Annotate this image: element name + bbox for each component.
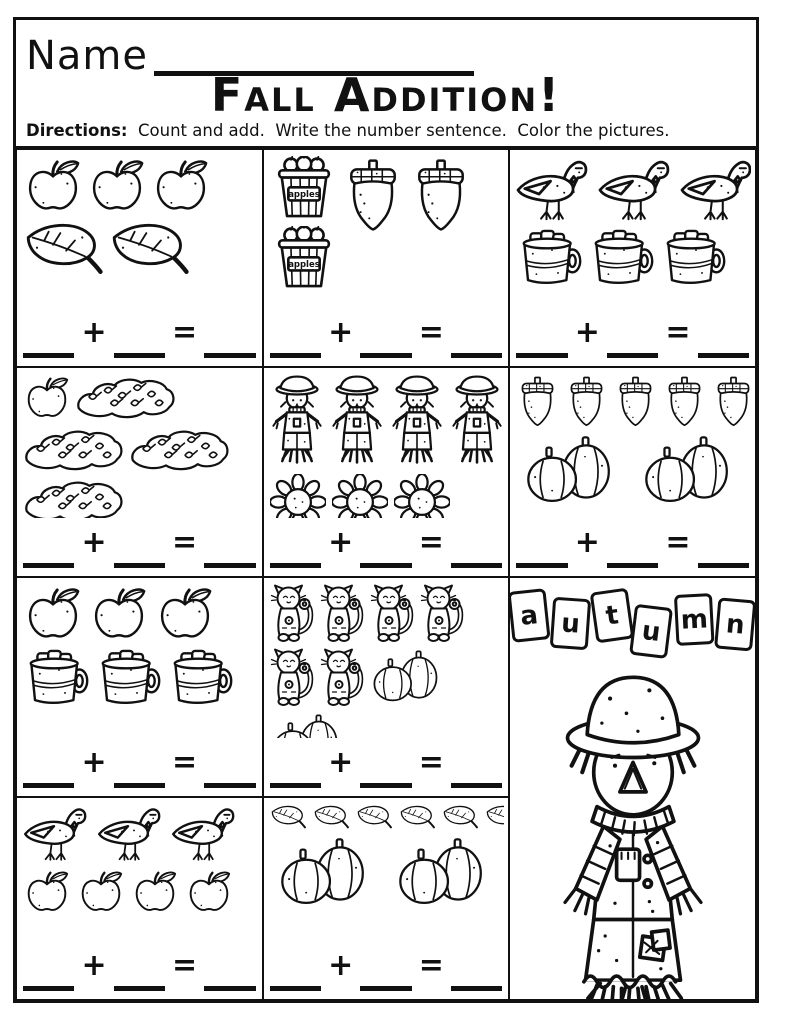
pumpkin-group bbox=[270, 836, 486, 904]
number-sentence bbox=[270, 522, 503, 568]
turkey-group bbox=[23, 804, 239, 864]
apple-icon bbox=[89, 584, 149, 644]
cat-icon bbox=[320, 648, 366, 708]
answer-blank-addend1[interactable] bbox=[23, 773, 74, 788]
number-sentence bbox=[270, 742, 503, 788]
answer-blank-addend2[interactable] bbox=[360, 976, 411, 991]
equals-sign: = bbox=[172, 525, 198, 560]
apple-group bbox=[23, 584, 215, 644]
cell-art bbox=[268, 802, 505, 941]
answer-blank-addend2[interactable] bbox=[114, 553, 165, 568]
leaf-icon bbox=[399, 804, 436, 832]
leaf-icon bbox=[270, 804, 307, 832]
number-sentence bbox=[23, 742, 256, 788]
answer-blank-addend2[interactable] bbox=[114, 976, 165, 991]
answer-blank-addend1[interactable] bbox=[270, 976, 321, 991]
plus-sign: + bbox=[328, 315, 354, 350]
answer-blank-addend1[interactable] bbox=[270, 773, 321, 788]
cell-art bbox=[514, 372, 751, 518]
plus-sign: + bbox=[81, 745, 107, 780]
letter-block-n: n bbox=[714, 597, 756, 651]
number-sentence bbox=[23, 945, 256, 991]
acorn-icon bbox=[342, 156, 404, 236]
pumpkin-icon bbox=[276, 836, 368, 904]
answer-blank-sum[interactable] bbox=[451, 343, 502, 358]
cocoa-mug-group bbox=[23, 648, 233, 706]
letter-block-u: u bbox=[549, 597, 591, 651]
leaf-pile-icon bbox=[23, 426, 125, 473]
scarecrow-icon bbox=[270, 374, 324, 470]
scarecrow-icon bbox=[330, 374, 384, 470]
cell-art bbox=[268, 154, 505, 308]
plus-sign: + bbox=[81, 315, 107, 350]
cocoa-mug-icon bbox=[167, 648, 233, 706]
equals-sign: = bbox=[418, 745, 444, 780]
cell-art bbox=[268, 582, 505, 738]
problem-cell-r1c3 bbox=[509, 149, 756, 367]
answer-blank-sum[interactable] bbox=[698, 553, 749, 568]
cat-icon bbox=[320, 584, 366, 644]
apple-icon bbox=[131, 868, 179, 916]
directions bbox=[26, 121, 746, 140]
leaf-icon bbox=[109, 220, 191, 282]
turkey-icon bbox=[171, 804, 239, 864]
cell-art bbox=[21, 582, 258, 738]
answer-blank-addend2[interactable] bbox=[360, 773, 411, 788]
problem-cell-r3c1 bbox=[16, 577, 263, 797]
equals-sign: = bbox=[418, 948, 444, 983]
turkey-icon bbox=[598, 156, 674, 224]
leaf-pile-icon bbox=[23, 477, 125, 518]
page-border bbox=[13, 17, 759, 1003]
leaf-icon bbox=[485, 804, 505, 832]
turkey-icon bbox=[97, 804, 165, 864]
scarecrow-icon bbox=[450, 374, 504, 470]
pumpkin-icon bbox=[640, 434, 732, 502]
problem-cell-r2c3 bbox=[509, 367, 756, 577]
answer-blank-addend2[interactable] bbox=[607, 343, 658, 358]
answer-blank-addend2[interactable] bbox=[607, 553, 658, 568]
answer-blank-sum[interactable] bbox=[451, 976, 502, 991]
pumpkin-icon bbox=[370, 648, 440, 702]
turkey-icon bbox=[516, 156, 592, 224]
apple-icon bbox=[185, 868, 233, 916]
directions-text: Count and add. Write the number sentence. Color the pictures. bbox=[127, 121, 670, 140]
apple-icon bbox=[23, 374, 71, 422]
scarecrow-image bbox=[540, 656, 726, 1000]
acorn-icon bbox=[614, 374, 657, 430]
cocoa-mug-group bbox=[516, 228, 726, 286]
apple-group bbox=[23, 868, 233, 916]
problem-cell-r2c1 bbox=[16, 367, 263, 577]
problem-cell-r3c2 bbox=[263, 577, 510, 797]
cell-art bbox=[21, 372, 258, 518]
pumpkin-icon bbox=[270, 712, 340, 738]
cocoa-mug-icon bbox=[588, 228, 654, 286]
apple-icon bbox=[155, 584, 215, 644]
answer-blank-addend1[interactable] bbox=[516, 343, 567, 358]
problems-grid bbox=[16, 146, 756, 1000]
acorn-icon bbox=[516, 374, 559, 430]
letter-block-t: t bbox=[590, 588, 635, 644]
apple-icon bbox=[151, 156, 211, 216]
autumn-word bbox=[510, 590, 755, 656]
apple-basket-icon bbox=[270, 156, 338, 220]
sunflower-icon bbox=[332, 474, 388, 518]
cat-icon bbox=[370, 584, 416, 644]
sunflower-icon bbox=[270, 474, 326, 518]
answer-blank-addend2[interactable] bbox=[360, 343, 411, 358]
autumn-art-cell bbox=[509, 577, 756, 1000]
cocoa-mug-icon bbox=[516, 228, 582, 286]
name-label: Name bbox=[26, 33, 149, 79]
letter-block-a: a bbox=[509, 588, 551, 643]
equals-sign: = bbox=[665, 315, 691, 350]
pumpkin-icon bbox=[394, 836, 486, 904]
acorn-group bbox=[516, 374, 751, 430]
sunflower-group bbox=[270, 474, 450, 518]
cat-icon bbox=[270, 648, 316, 708]
answer-blank-sum[interactable] bbox=[204, 773, 255, 788]
answer-blank-addend2[interactable] bbox=[114, 773, 165, 788]
leaf-pile-icon bbox=[129, 426, 231, 473]
acorn-group bbox=[342, 156, 472, 236]
apple-basket-group bbox=[270, 156, 338, 290]
plus-sign: + bbox=[81, 525, 107, 560]
equals-sign: = bbox=[172, 948, 198, 983]
apple-basket-icon bbox=[270, 226, 338, 290]
page-title: Fall Addition! bbox=[210, 68, 562, 122]
apple-icon bbox=[23, 584, 83, 644]
cell-art bbox=[21, 802, 258, 941]
number-sentence bbox=[516, 522, 749, 568]
number-sentence bbox=[23, 312, 256, 358]
answer-blank-sum[interactable] bbox=[451, 553, 502, 568]
number-sentence bbox=[23, 522, 256, 568]
scarecrow-group bbox=[270, 374, 504, 470]
cat-icon bbox=[420, 584, 466, 644]
leaf-icon bbox=[356, 804, 393, 832]
equals-sign: = bbox=[172, 745, 198, 780]
leaf-group bbox=[270, 804, 505, 832]
acorn-icon bbox=[663, 374, 706, 430]
pumpkin-icon bbox=[522, 434, 614, 502]
number-sentence bbox=[516, 312, 749, 358]
cell-art bbox=[21, 154, 258, 308]
scarecrow-icon bbox=[390, 374, 444, 470]
leaf-icon bbox=[313, 804, 350, 832]
apple-icon bbox=[77, 868, 125, 916]
cocoa-mug-icon bbox=[23, 648, 89, 706]
acorn-icon bbox=[410, 156, 472, 236]
answer-blank-addend1[interactable] bbox=[23, 553, 74, 568]
answer-blank-sum[interactable] bbox=[698, 343, 749, 358]
plus-sign: + bbox=[574, 525, 600, 560]
equals-sign: = bbox=[418, 525, 444, 560]
worksheet-header bbox=[16, 20, 756, 140]
directions-label: Directions: bbox=[26, 121, 128, 140]
plus-sign: + bbox=[328, 745, 354, 780]
equals-sign: = bbox=[172, 315, 198, 350]
plus-sign: + bbox=[81, 948, 107, 983]
sunflower-icon bbox=[394, 474, 450, 518]
problem-cell-r1c2 bbox=[263, 149, 510, 367]
answer-blank-addend1[interactable] bbox=[516, 553, 567, 568]
apple-icon bbox=[23, 868, 71, 916]
apple-icon bbox=[23, 156, 83, 216]
acorn-icon bbox=[565, 374, 608, 430]
answer-blank-addend1[interactable] bbox=[23, 976, 74, 991]
letter-block-m: m bbox=[674, 593, 715, 646]
equals-sign: = bbox=[418, 315, 444, 350]
cocoa-mug-icon bbox=[660, 228, 726, 286]
number-sentence bbox=[270, 312, 503, 358]
plus-sign: + bbox=[328, 525, 354, 560]
plus-sign: + bbox=[574, 315, 600, 350]
cat-icon bbox=[270, 584, 316, 644]
equals-sign: = bbox=[665, 525, 691, 560]
leaf-icon bbox=[442, 804, 479, 832]
answer-blank-sum[interactable] bbox=[204, 343, 255, 358]
answer-blank-addend2[interactable] bbox=[360, 553, 411, 568]
turkey-group bbox=[516, 156, 751, 224]
number-sentence bbox=[270, 945, 503, 991]
acorn-icon bbox=[712, 374, 751, 430]
apple-icon bbox=[87, 156, 147, 216]
cocoa-mug-icon bbox=[95, 648, 161, 706]
turkey-icon bbox=[23, 804, 91, 864]
answer-blank-addend2[interactable] bbox=[114, 343, 165, 358]
answer-blank-sum[interactable] bbox=[204, 976, 255, 991]
answer-blank-addend1[interactable] bbox=[270, 343, 321, 358]
problem-cell-r4c2 bbox=[263, 797, 510, 1000]
cell-art bbox=[268, 372, 505, 518]
leaf-icon bbox=[23, 220, 105, 282]
turkey-icon bbox=[680, 156, 751, 224]
answer-blank-addend1[interactable] bbox=[23, 343, 74, 358]
answer-blank-sum[interactable] bbox=[204, 553, 255, 568]
pumpkin-group bbox=[516, 434, 732, 502]
letter-block-u: u bbox=[629, 604, 673, 659]
problem-cell-r1c1 bbox=[16, 149, 263, 367]
answer-blank-addend1[interactable] bbox=[270, 553, 321, 568]
plus-sign: + bbox=[328, 948, 354, 983]
problem-cell-r2c2 bbox=[263, 367, 510, 577]
answer-blank-sum[interactable] bbox=[451, 773, 502, 788]
leaf-pile-icon bbox=[75, 374, 177, 421]
cell-art bbox=[514, 154, 751, 308]
problem-cell-r4c1 bbox=[16, 797, 263, 1000]
